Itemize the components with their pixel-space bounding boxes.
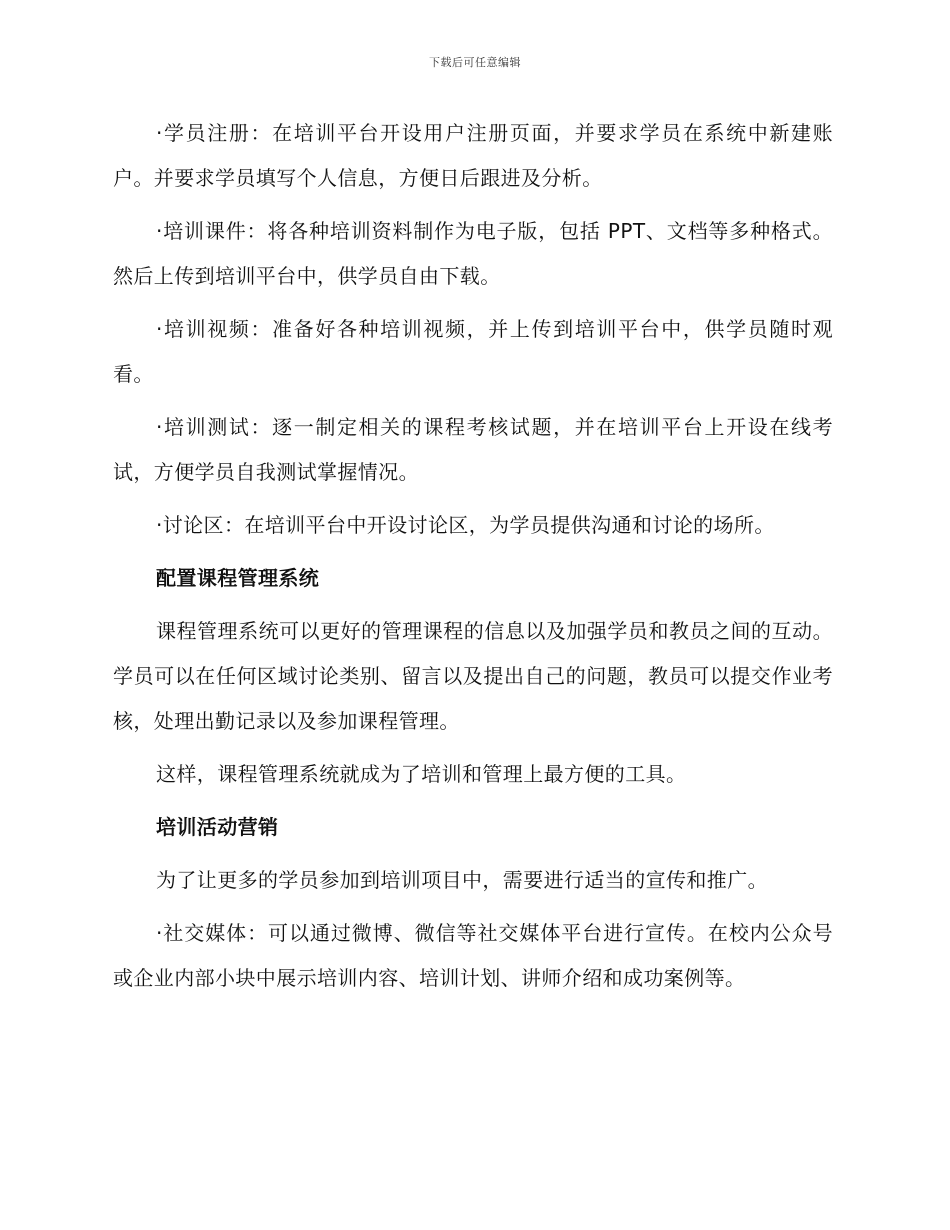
page-header: 下载后可任意编辑	[429, 56, 521, 69]
paragraph-course-management-intro: 课程管理系统可以更好的管理课程的信息以及加强学员和教员之间的互动。学员可以在任何区域讨论类别、留言以及提出自己的问题，教员可以提交作业考核，处理出勤记录以及参加课程管理。	[113, 619, 833, 733]
paragraph-training-test: ·培训测试：逐一制定相关的课程考核试题，并在培训平台上开设在线考试，方便学员自我测试掌握情况。	[113, 415, 833, 484]
paragraph-student-registration: ·学员注册：在培训平台开设用户注册页面，并要求学员在系统中新建账户。并要求学员填写个人信息，方便日后跟进及分析。	[113, 121, 833, 190]
paragraph-marketing-intro: 为了让更多的学员参加到培训项目中，需要进行适当的宣传和推广。	[156, 868, 768, 892]
paragraph-discussion-area: ·讨论区：在培训平台中开设讨论区，为学员提供沟通和讨论的场所。	[156, 513, 775, 537]
heading-course-management: 配置课程管理系统	[156, 566, 320, 590]
paragraph-course-management-summary: 这样，课程管理系统就成为了培训和管理上最方便的工具。	[156, 762, 687, 786]
heading-training-marketing: 培训活动营销	[156, 815, 279, 839]
paragraph-social-media: ·社交媒体：可以通过微博、微信等社交媒体平台进行宣传。在校内公众号或企业内部小块中展示培训内容、培训计划、讲师介绍和成功案例等。	[113, 921, 833, 990]
document-body	[113, 111, 833, 1009]
paragraph-training-courseware: ·培训课件：将各种培训资料制作为电子版，包括 PPT、文档等多种格式。然后上传到培训平台中，供学员自由下载。	[113, 219, 833, 288]
paragraph-training-video: ·培训视频：准备好各种培训视频，并上传到培训平台中，供学员随时观看。	[113, 317, 833, 386]
